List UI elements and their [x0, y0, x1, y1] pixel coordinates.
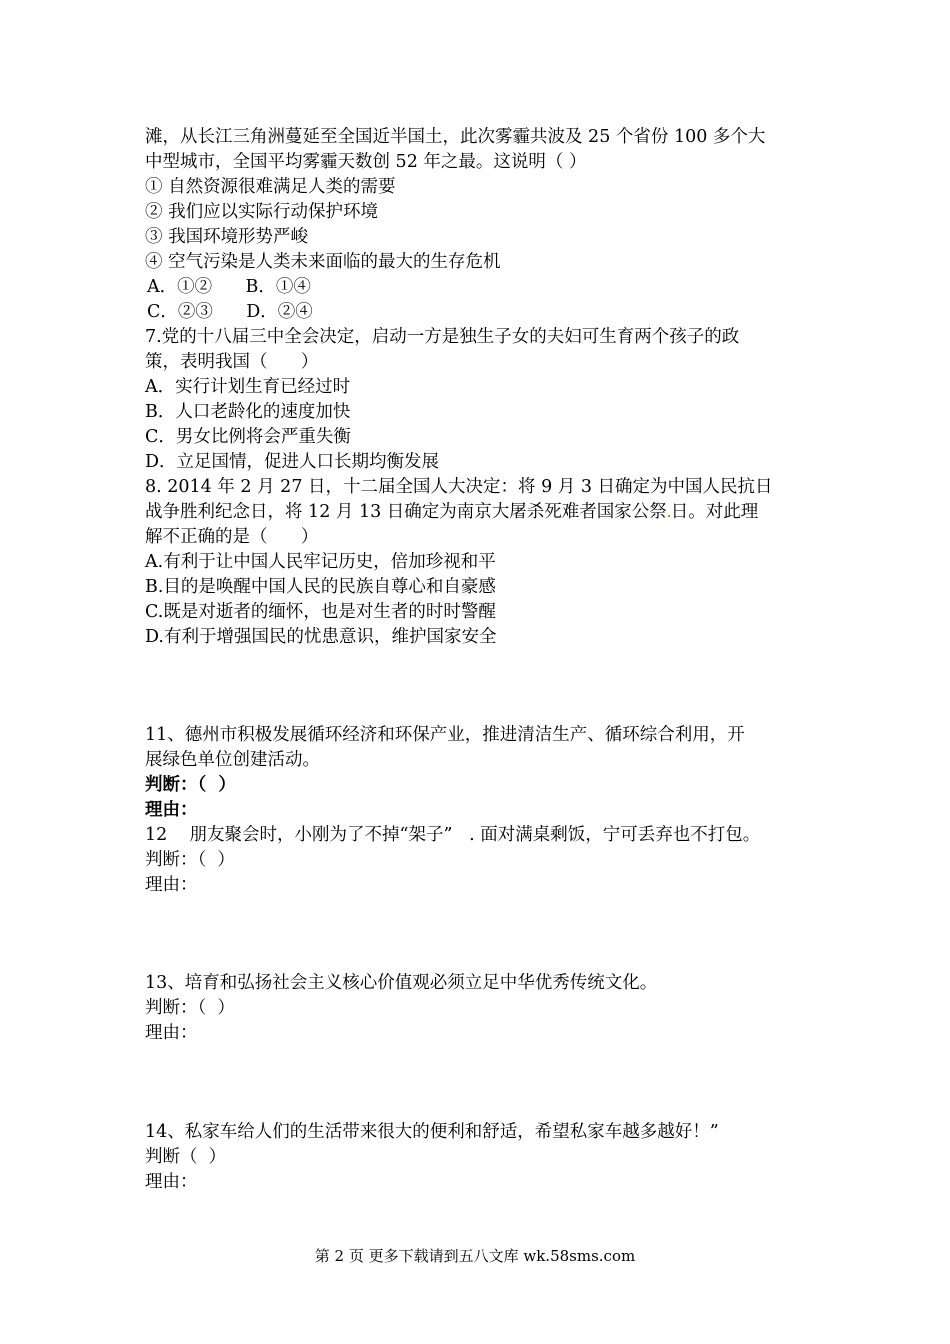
q13-reason-label: 理由： [145, 1023, 198, 1043]
q13-text-line-1: 13、培育和弘扬社会主义核心价值观必须立足中华优秀传统文化。 [145, 973, 658, 993]
q11-reason-label: 理由： [145, 800, 198, 820]
q6-statement-3: ③ 我国环境形势严峻 [145, 227, 309, 247]
q8-option-d: D.有利于增强国民的忧患意识，维护国家安全 [145, 627, 497, 647]
stray-dot-mark [668, 515, 670, 517]
q7-option-b: B．人口老龄化的速度加快 [145, 402, 351, 422]
q8-option-b: B.目的是唤醒中国人民的民族自尊心和自豪感 [145, 577, 496, 597]
q8-text-line-2 [145, 500, 758, 524]
q12-text-line-1: 12 朋友聚会时，小刚为了不掉“架子” . 面对满桌剩饭，宁可丢弃也不打包。 [145, 825, 761, 845]
q8-option-a: A.有利于让中国人民牢记历史，倍加珍视和平 [145, 552, 496, 572]
q7-text-line-2: 策，表明我国（ ） [145, 352, 319, 372]
q12-judge-label: 判断：（ ） [145, 850, 235, 870]
q8-option-c: C.既是对逝者的缅怀，也是对生者的时时警醒 [145, 602, 496, 622]
q6-text-line-1: 滩，从长江三角洲蔓延至全国近半国土，此次雾霾共波及 25 个省份 100 多个大 [145, 127, 766, 147]
q13-judge-label: 判断：（ ） [145, 998, 235, 1018]
q8-text-line-2a: 战争胜利纪念日，将 12 月 13 日确定为南京大屠杀死难者国家公祭 [145, 502, 667, 522]
q6-statement-1: ① 自然资源很难满足人类的需要 [145, 177, 396, 197]
q11-judge-label: 判断：（ ） [145, 775, 236, 795]
q7-option-d: D．立足国情，促进人口长期均衡发展 [145, 452, 440, 472]
q11-text-line-1: 11、德州市积极发展循环经济和环保产业，推进清洁生产、循环综合利用，开 [145, 725, 745, 745]
q6-statement-4: ④ 空气污染是人类未来面临的最大的生存危机 [145, 252, 501, 272]
q8-text-line-3: 解不正确的是（ ） [145, 527, 319, 547]
q6-statement-2: ② 我们应以实际行动保护环境 [145, 202, 379, 222]
q6-options-row-2: C．②③ D．②④ [147, 302, 313, 322]
q12-reason-label: 理由： [145, 875, 198, 895]
q8-text-line-1: 8. 2014 年 2 月 27 日，十二届全国人大决定：将 9 月 3 日确定为中国人民抗日 [145, 477, 773, 497]
q7-option-a: A．实行计划生育已经过时 [145, 377, 351, 397]
q11-text-line-2: 展绿色单位创建活动。 [145, 750, 320, 770]
page-footer: 第 2 页 更多下载请到五八文库 wk.58sms.com [314, 1247, 636, 1265]
q7-text-line-1: 7.党的十八届三中全会决定，启动一方是独生子女的夫妇可生育两个孩子的政 [145, 327, 740, 347]
q7-option-c: C．男女比例将会严重失衡 [145, 427, 351, 447]
q14-reason-label: 理由： [145, 1172, 198, 1192]
q6-options-row-1: A．①② B．①④ [147, 277, 311, 297]
q14-judge-label: 判断（ ） [145, 1147, 227, 1167]
q6-text-line-2: 中型城市，全国平均雾霾天数创 52 年之最。这说明（ ） [145, 152, 587, 172]
q14-text-line-1: 14、私家车给人们的生活带来很大的便利和舒适，希望私家车越多越好！” [145, 1122, 719, 1142]
q8-text-line-2b: 日。对此理 [670, 502, 759, 522]
